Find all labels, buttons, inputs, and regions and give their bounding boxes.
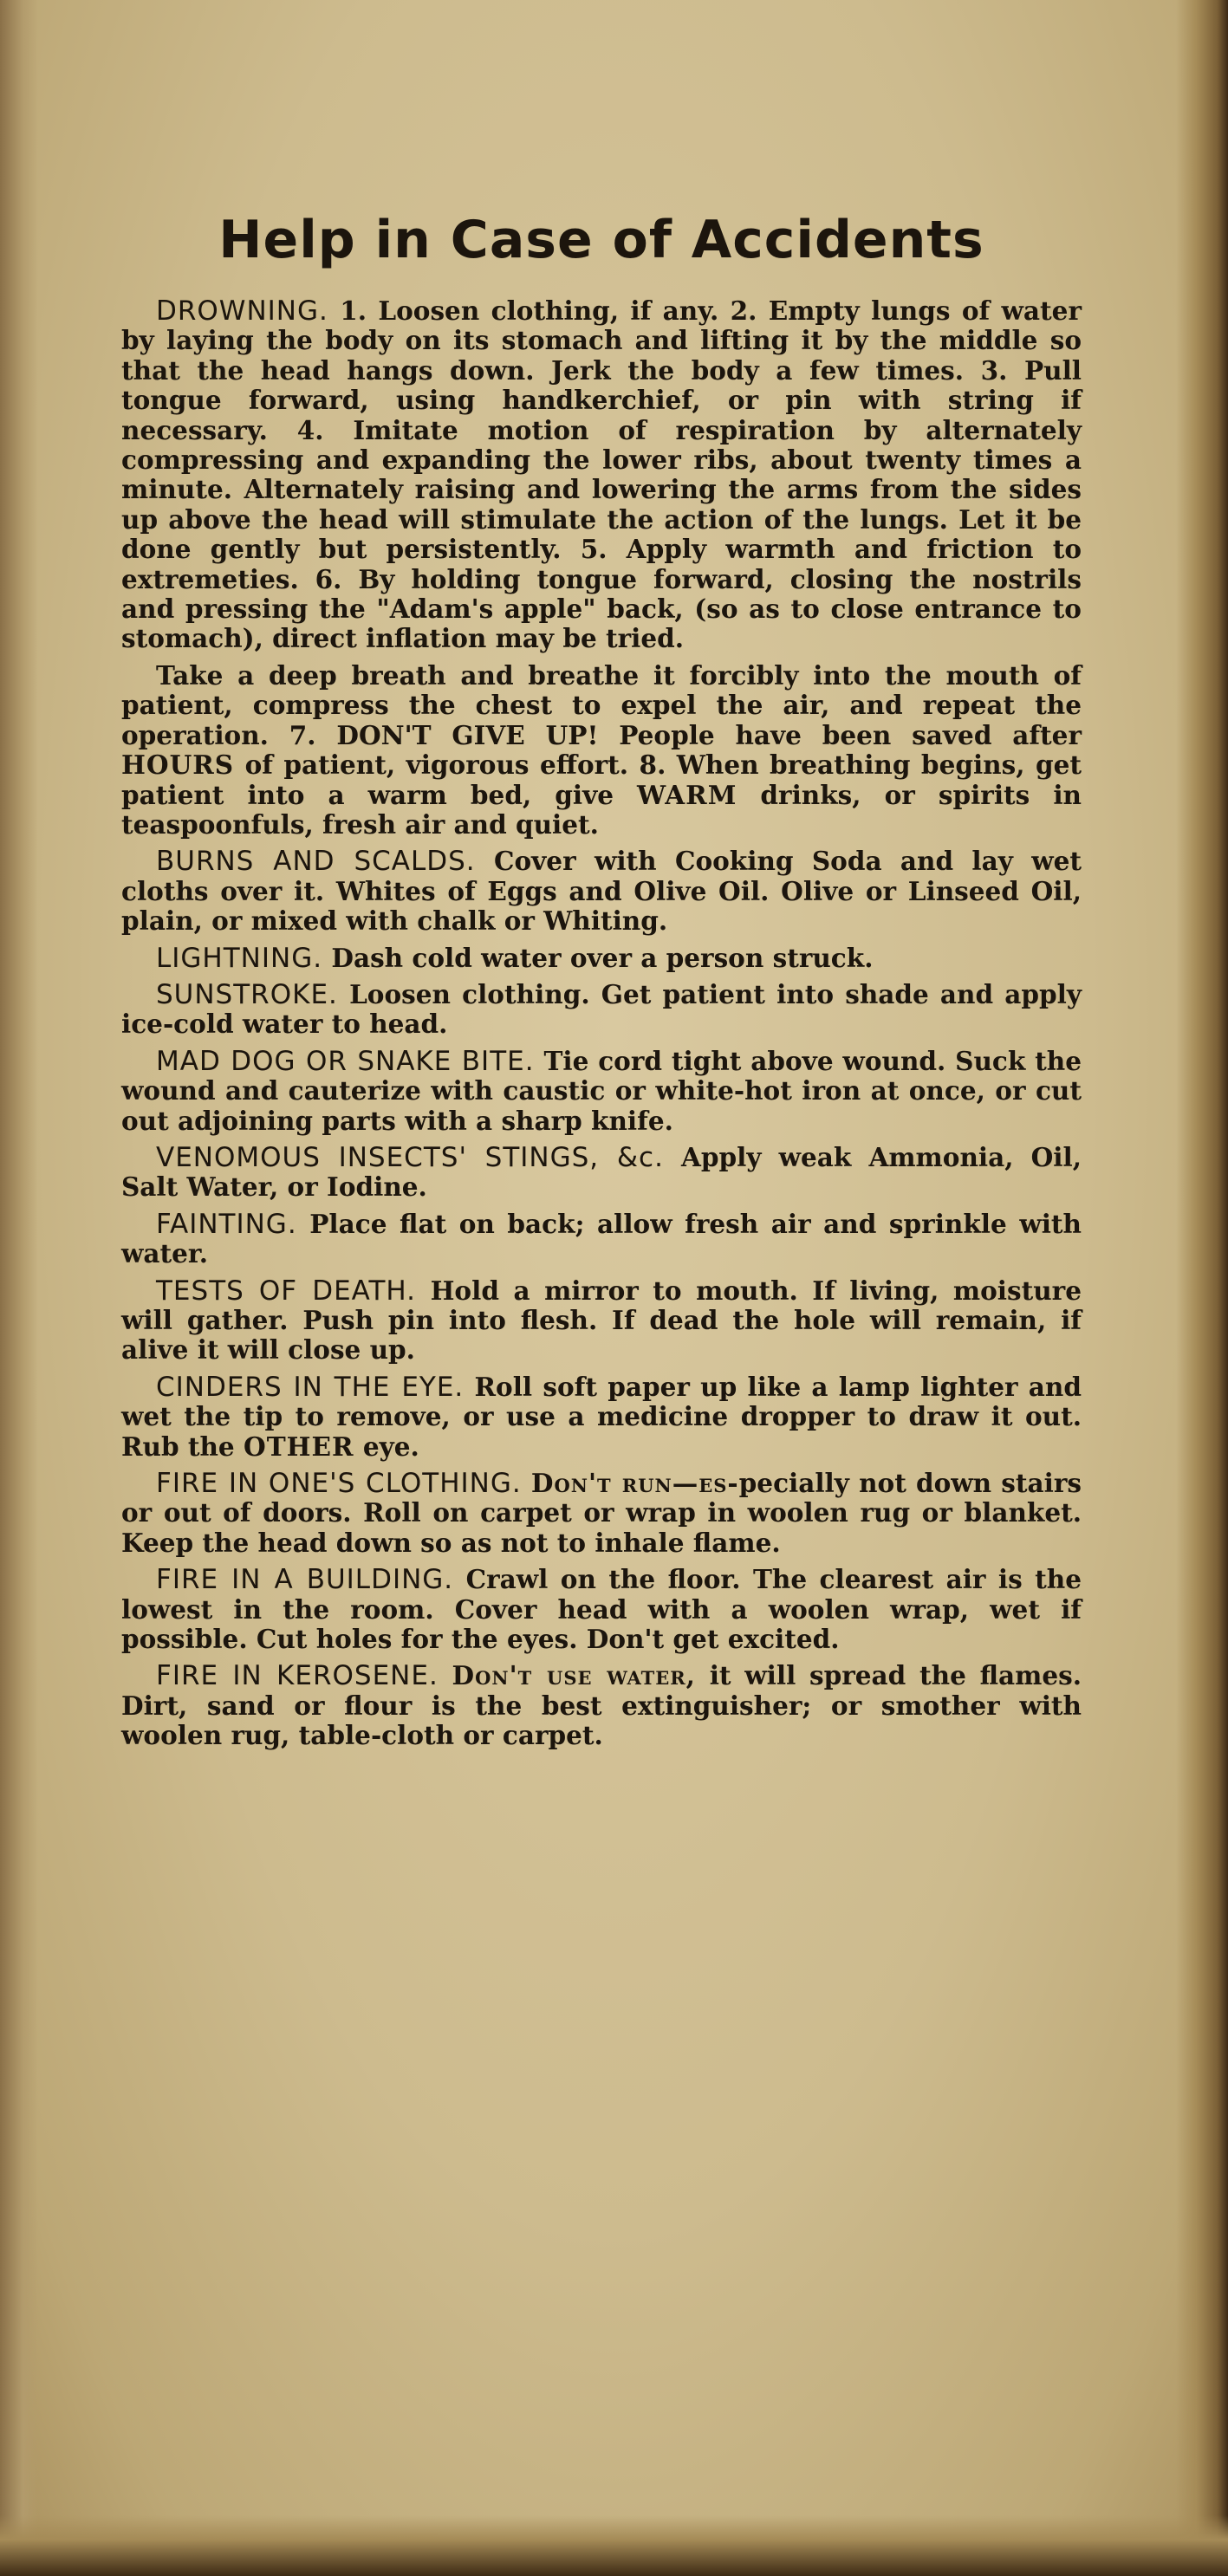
section-heading: LIGHTNING.	[156, 942, 323, 974]
emphasis-text: Don't run—es-	[530, 1468, 739, 1499]
section-heading: CINDERS IN THE EYE.	[156, 1371, 465, 1403]
page-right-edge	[1176, 0, 1228, 2576]
section-drowning-continued	[121, 661, 1082, 840]
page-bottom-edge	[0, 2515, 1228, 2576]
section-drowning	[121, 296, 1082, 654]
section-lightning	[121, 944, 1082, 973]
section-mad-dog-or-snake-bite	[121, 1047, 1082, 1136]
section-text: eye.	[362, 1431, 419, 1462]
section-text: Crawl on the floor. The clearest air is the lowest in the room. Cover head with a woolen wrap, wet if possible. Cut holes for the eyes. Don't get excited.	[121, 1564, 1082, 1655]
section-heading: SUNSTROKE.	[156, 978, 338, 1010]
emphasis-text: HOURS	[121, 749, 235, 781]
section-heading: BURNS AND SCALDS.	[156, 846, 476, 878]
section-fire-in-kerosene	[121, 1661, 1082, 1750]
section-text: Apply weak Ammonia, Oil, Salt Water, or Iodine.	[121, 1141, 1082, 1203]
section-text: Place flat on back; allow fresh air and sprinkle with water.	[121, 1208, 1082, 1269]
section-heading: TESTS OF DEATH.	[156, 1275, 417, 1307]
section-heading: FAINTING.	[156, 1208, 297, 1240]
section-text: Roll soft paper up like a lamp lighter and wet the tip to remove, or use a medicine dropper to draw it out. Rub the	[121, 1371, 1082, 1462]
emphasis-text: Don't use water,	[452, 1660, 696, 1691]
section-fainting	[121, 1210, 1082, 1269]
page-title: Help in Case of Accidents	[218, 210, 984, 270]
section-text: drinks, or spirits in teaspoonfuls, fresh air and quiet.	[121, 779, 1082, 840]
section-heading: FIRE IN KEROSENE.	[156, 1660, 439, 1692]
section-text: of patient, vigorous effort. 8. When breathing begins, get patient into a warm bed, give	[121, 749, 1082, 810]
section-text: Tie cord tight above wound. Suck the wound and cauterize with caustic or white-hot iron at once, or cut out adjoining parts with a sharp knife.	[121, 1045, 1082, 1136]
section-text: Cover with Cooking Soda and lay wet cloths over it. Whites of Eggs and Olive Oil. Olive or Linseed Oil, plain, or mixed with chalk or Whiting.	[121, 846, 1082, 937]
section-burns-and-scalds	[121, 847, 1082, 936]
section-text: 1. Loosen clothing, if any. 2. Empty lungs of water by laying the body on its stomach and lifting it by the middle so that the head hangs down. Jerk the body a few times. 3. Pull tongue forward, using handkerchief, or pin with string if necessary. 4. Imitate motion of respiration by alternately compressing and expanding the lower ribs, about twenty times a minute. Alternately raising and lowering the arms from the sides up above the head will stimulate the action of the lungs. Let it be done gently but persistently. 5. Apply warmth and friction to extremeties. 6. By holding tongue forward, closing the nostrils and pressing the "Adam's apple" back, (so as to close entrance to stomach), direct inflation may be tried.	[121, 295, 1082, 654]
section-heading: FIRE IN A BUILDING.	[156, 1564, 454, 1596]
section-heading: MAD DOG OR SNAKE BITE.	[156, 1045, 535, 1077]
section-text: Dash cold water over a person struck.	[331, 942, 874, 973]
section-text: Take a deep breath and breathe it forcibly into the mouth of patient, compress the chest to expel the air, and repeat the operation. 7. DON'T GIVE UP! People have been saved after	[121, 659, 1082, 750]
section-fire-in-clothing	[121, 1469, 1082, 1558]
section-text: it will spread the flames. Dirt, sand or flour is the best extinguisher; or smother with woolen rug, table-cloth or carpet.	[121, 1660, 1082, 1751]
section-text: pecially not down stairs or out of doors. Roll on carpet or wrap in woolen rug or blanket. Keep the head down so as not to inhale flame.	[121, 1468, 1082, 1558]
page-gutter-shadow	[0, 0, 38, 2576]
emphasis-text: OTHER	[244, 1431, 354, 1462]
section-fire-in-a-building	[121, 1565, 1082, 1654]
section-sunstroke	[121, 980, 1082, 1040]
page-content	[121, 201, 1082, 1758]
section-heading: VENOMOUS INSECTS' STINGS, &c.	[156, 1141, 664, 1173]
section-text: Hold a mirror to mouth. If living, moisture will gather. Push pin into flesh. If dead the hole will remain, if alive it will close up.	[121, 1275, 1082, 1366]
section-text: Loosen clothing. Get patient into shade and apply ice-cold water to head.	[121, 978, 1082, 1040]
section-cinders-in-the-eye	[121, 1372, 1082, 1462]
section-heading: FIRE IN ONE'S CLOTHING.	[156, 1468, 522, 1500]
section-venomous-insects-stings	[121, 1143, 1082, 1203]
section-heading: DROWNING.	[156, 295, 328, 327]
emphasis-text: WARM	[637, 779, 737, 810]
section-tests-of-death	[121, 1276, 1082, 1366]
